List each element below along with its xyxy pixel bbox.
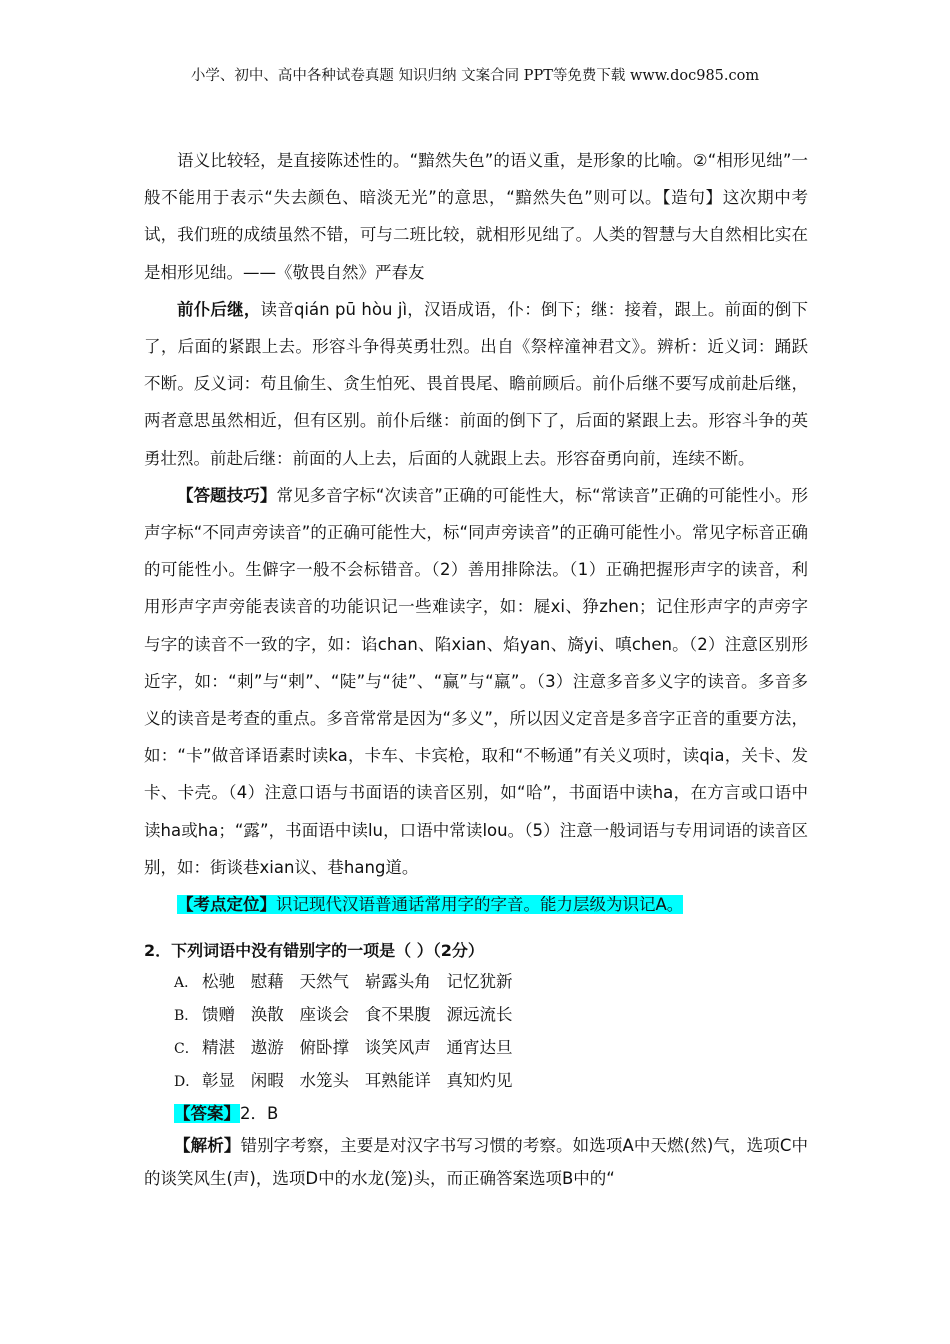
paragraph-synonym-analysis: 语义比较轻，是直接陈述性的。“黯然失色”的语义重，是形象的比喻。②“相形见绌”一般不能用于表示“失去颜色、暗淡无光”的意思，“黯然失色”则可以。【造句】这次期中考试，我们班的成绩虽然不错，可与二班比较，就相形见绌了。人类的智慧与大自然相比实在是相形见绌。——《敬畏自然》严春友 xyxy=(144,151,808,282)
option-a xyxy=(174,966,808,999)
option-text: 馈赠 涣散 座谈会 食不果腹 源远流长 xyxy=(202,1005,513,1025)
analysis-text: 错别字考察，主要是对汉字书写习惯的考察。如选项A中天燃(然)气，选项C中的谈笑风生(声)，选项D中的水龙(笼)头，而正确答案选项B中的“ xyxy=(144,1136,809,1189)
answer-line xyxy=(174,1098,808,1129)
option-text: 彰显 闲暇 水笼头 耳熟能详 真知灼见 xyxy=(202,1071,513,1091)
answer-label: 【答案】 xyxy=(174,1104,240,1124)
answer-value: 2．B xyxy=(240,1104,279,1124)
option-letter: B． xyxy=(174,1008,199,1025)
option-text: 松驰 慰藉 天然气 崭露头角 记忆犹新 xyxy=(202,972,513,992)
tips-label: 【答题技巧】 xyxy=(177,485,277,505)
tips-text: 常见多音字标“次读音”正确的可能性大，标“常读音”正确的可能性小。形声字标“不同声旁读音”的正确可能性大，标“同声旁读音”的正确可能性小。常见字标音正确的可能性小。生僻字一般不会标错音。（2）善用排除法。（1）正确把握形声字的读音，利用形声字声旁能表读音的功能识记一些难读字，如：屣xi、狰zhen；记住形声字的声旁字与字的读音不一致的字，如：谄chan、陷xian、焰yan、旖yi、嗔chen。（2）注意区别形近字，如：“刺”与“剌”、“陡”与“徒”、“赢”与“羸”。（3）注意多音多义字的读音。多音多义的读音是考查的重点。多音常常是因为“多义”，所以因义定音是多音字正音的重要方法，如：“卡”做音译语素时读ka，卡车、卡宾枪，取和“不畅通”有关义项时，读qia，关卡、发卡、卡壳。（4）注意口语与书面语的读音区别，如“哈”，书面语中读ha，在方言或口语中读ha或ha；“露”，书面语中读lu，口语中常读lou。（5）注意一般词语与专用词语的读音区别，如：街谈巷xian议、巷hang道。 xyxy=(144,485,808,877)
paragraph-answer-tips xyxy=(144,477,808,886)
page-header: 小学、初中、高中各种试卷真题 知识归纳 文案合同 PPT等免费下载 www.doc985.com xyxy=(190,68,760,84)
term-heading: 前仆后继， xyxy=(177,299,261,319)
option-text: 精湛 遨游 俯卧撑 谈笑风声 通宵达旦 xyxy=(202,1038,513,1058)
option-letter: D． xyxy=(174,1074,200,1091)
analysis-paragraph xyxy=(144,1129,808,1195)
option-letter: A． xyxy=(174,975,199,992)
option-c xyxy=(174,1032,808,1065)
test-point-text: 识记现代汉语普通话常用字的字音。能力层级为识记A。 xyxy=(276,895,684,915)
option-d xyxy=(174,1065,808,1098)
question-title: 2．下列词语中没有错别字的一项是（ ）（2分） xyxy=(144,941,484,961)
analysis-label: 【解析】 xyxy=(174,1136,241,1156)
paragraph-test-point xyxy=(144,886,808,923)
term-explanation: 读音qián pū hòu jì，汉语成语，仆：倒下；继：接着，跟上。前面的倒下了，后面的紧跟上去。形容斗争得英勇壮烈。出自《祭梓潼神君文》。辨析：近义词：踊跃不断。反义词：苟且偷生、贪生怕死、畏首畏尾、瞻前顾后。前仆后继不要写成前赴后继，两者意思虽然相近，但有区别。前仆后继：前面的倒下了，后面的紧跟上去。形容斗争的英勇壮烈。前赴后继：前面的人上去，后面的人就跟上去。形容奋勇向前，连续不断。 xyxy=(144,299,809,468)
option-letter: C． xyxy=(174,1041,199,1058)
option-b xyxy=(174,999,808,1032)
document-body xyxy=(144,142,808,1195)
test-point-label: 【考点定位】 xyxy=(177,895,276,915)
paragraph-qianpuhouji xyxy=(144,291,808,477)
